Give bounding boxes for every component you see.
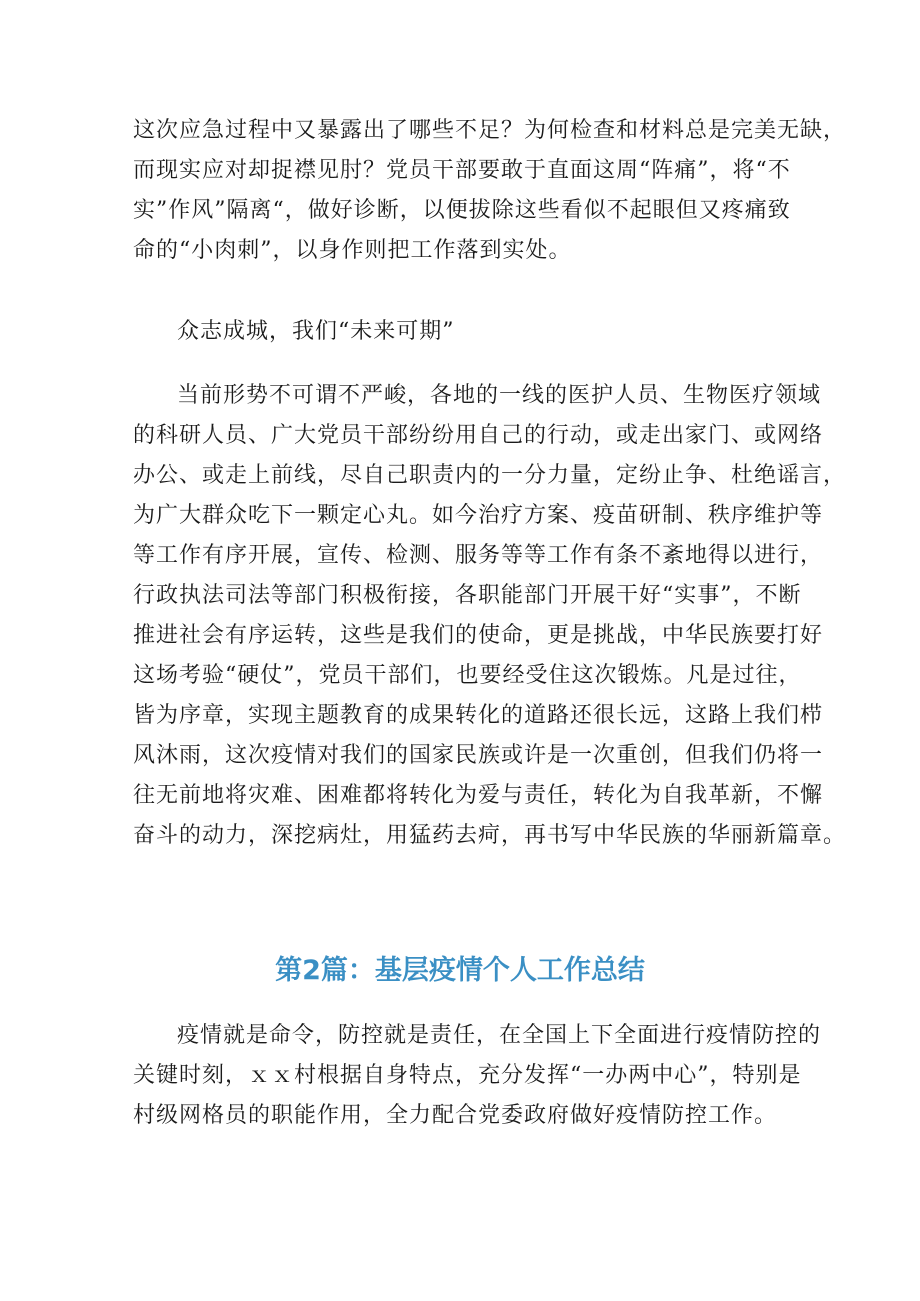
paragraph-2 (133, 376, 847, 856)
paragraph-line: 关键时刻，ｘｘ村根据自身特点，充分发挥“一办两中心”，特别是 (133, 1063, 802, 1088)
paragraph-line: 办公、或走上前线，尽自己职责内的一分力量，定纷止争、杜绝谣言， (133, 463, 847, 488)
paragraph-line: 疫情就是命令，防控就是责任，在全国上下全面进行疫情防控的 (177, 1023, 822, 1048)
paragraph-line: 这场考验“硬仗”，党员干部们，也要经受住这次锻炼。凡是过往， (133, 663, 802, 688)
paragraph-line: 当前形势不可谓不严峻，各地的一线的医护人员、生物医疗领域 (177, 383, 822, 408)
paragraph-line: 往无前地将灾难、困难都将转化为爱与责任，转化为自我革新，不懈 (133, 783, 824, 808)
paragraph-line: 推进社会有序运转，这些是我们的使命，更是挑战，中华民族要打好 (133, 623, 824, 648)
paragraph-1 (133, 111, 847, 271)
paragraph-3 (133, 1016, 822, 1136)
subheading (133, 312, 793, 352)
paragraph-line: 奋斗的动力，深挖病灶，用猛药去疴，再书写中华民族的华丽新篇章。 (133, 823, 847, 848)
paragraph-line: 命的“小肉刺”，以身作则把工作落到实处。 (133, 238, 572, 263)
paragraph-line: 风沐雨，这次疫情对我们的国家民族或许是一次重创，但我们仍将一 (133, 743, 824, 768)
paragraph-line: 这次应急过程中又暴露出了哪些不足？为何检查和材料总是完美无缺， (133, 118, 847, 143)
paragraph-line: 行政执法司法等部门积极衔接，各职能部门开展干好“实事”，不断 (133, 583, 802, 608)
paragraph-line: 而现实应对却捉襟见肘？党员干部要敢于直面这周“阵痛”，将“不 (133, 158, 791, 183)
subheading-text: 众志成城，我们“未来可期” (177, 319, 455, 344)
section-title: 第2篇：基层疫情个人工作总结 (275, 955, 645, 986)
paragraph-line: 等工作有序开展，宣传、检测、服务等等工作有条不紊地得以进行， (133, 543, 824, 568)
paragraph-line: 村级网格员的职能作用，全力配合党委政府做好疫情防控工作。 (133, 1103, 778, 1128)
paragraph-line: 皆为序章，实现主题教育的成果转化的道路还很长远，这路上我们栉 (133, 703, 824, 728)
paragraph-line: 为广大群众吃下一颗定心丸。如今治疗方案、疫苗研制、秩序维护等 (133, 503, 824, 528)
paragraph-line: 的科研人员、广大党员干部纷纷用自己的行动，或走出家门、或网络 (133, 423, 824, 448)
paragraph-line: 实”作风”隔离“，做好诊断，以便拔除这些看似不起眼但又疼痛致 (133, 198, 791, 223)
